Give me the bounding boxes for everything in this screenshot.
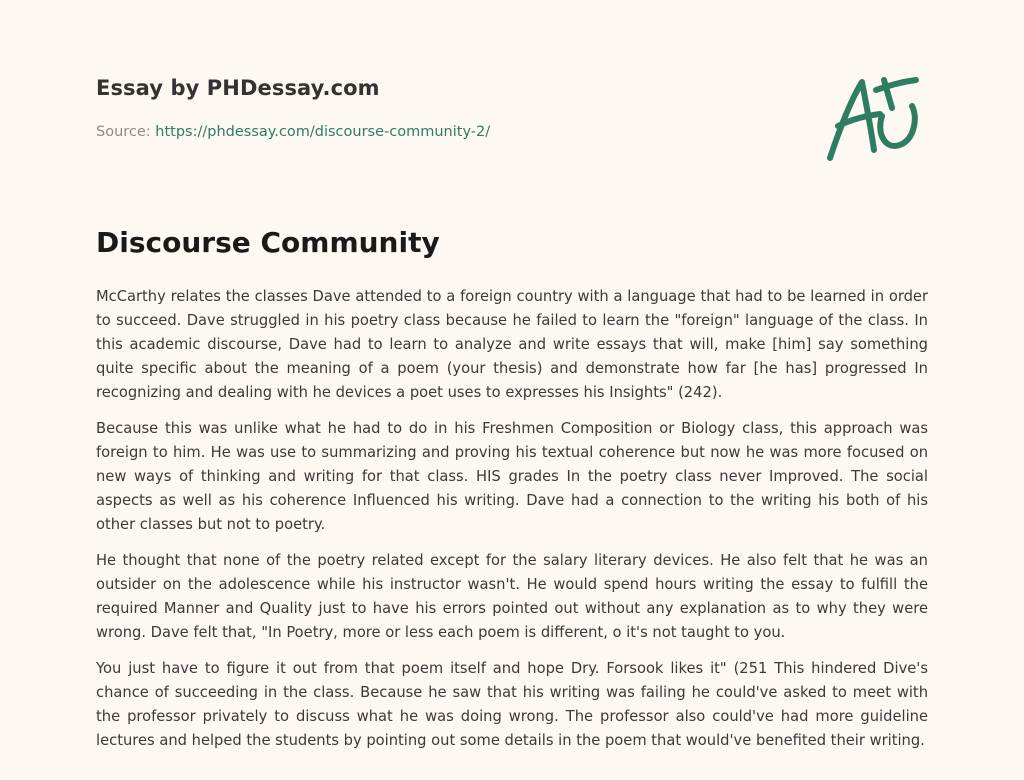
paragraph: McCarthy relates the classes Dave attended to a foreign country with a language that had to be learned in order to succeed. Dave struggled in his poetry class because he failed to learn the "foreign" language of the class. In this academic discourse, Dave had to learn to analyze and write essays that will, make [him] say something quite specific about the meaning of a poem (your thesis) and demonstrate how far [he has] progressed In recognizing and dealing with he devices a poet uses to expresses his Insights" (242). [96,288,928,401]
paragraph: He thought that none of the poetry related except for the salary literary devices. He also felt that he was an outsider on the adolescence while his instructor wasn't. He would spend hours writing the essay to fulfill the required Manner and Quality just to have his errors pointed out without any explanation as to why they were wrong. Dave felt that, "In Poetry, more or less each poem is different, o it's not taught to you. [96,552,928,641]
source-label: Source: [96,124,151,140]
site-title: Essay by PHDessay.com [96,76,380,100]
source-line [96,124,490,140]
article-body [96,285,928,765]
a-plus-grade-icon [820,68,930,168]
source-link[interactable]: https://phdessay.com/discourse-community-2/ [155,124,491,140]
paragraph: You just have to figure it out from that poem itself and hope Dry. Forsook likes it" (251 This hindered Dive's chance of succeeding in the class. Because he saw that his writing was failing he could've asked to meet with the professor privately to discuss what he was doing wrong. The professor also could've had more guideline lectures and helped the students by pointing out some details in the poem that would've benefited their writing. [96,660,928,749]
article-title: Discourse Community [96,226,440,259]
paragraph: Because this was unlike what he had to do in his Freshmen Composition or Biology class, this approach was foreign to him. He was use to summarizing and proving his textual coherence but now he was more focused on new ways of thinking and writing for that class. HIS grades In the poetry class never Improved. The social aspects as well as his coherence Influenced his writing. Dave had a connection to the writing his both of his other classes but not to poetry. [96,420,928,533]
